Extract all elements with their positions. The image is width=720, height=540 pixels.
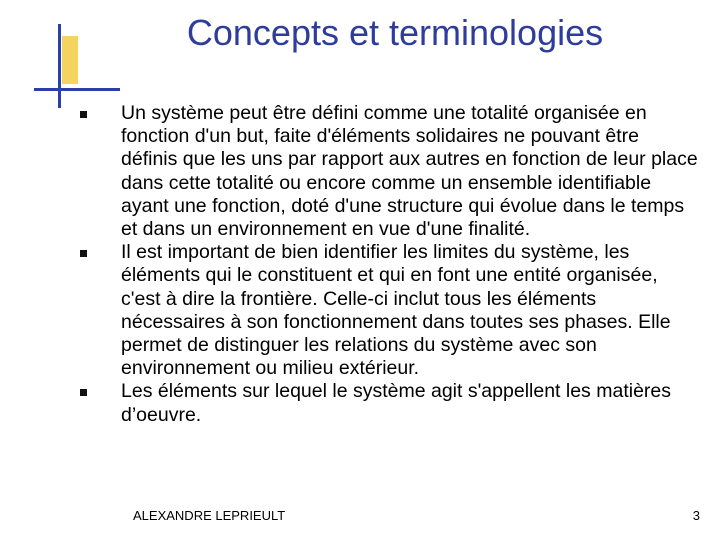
bullet-item <box>80 380 700 426</box>
page-number: 3 <box>692 508 700 523</box>
bullet-marker <box>80 389 87 396</box>
bullet-item <box>80 241 700 380</box>
bullet-marker <box>80 111 87 118</box>
slide-title: Concepts et terminologies <box>186 12 604 53</box>
decorative-horizontal-line <box>34 88 120 91</box>
bullet-item <box>80 102 700 241</box>
decorative-vertical-line <box>58 24 61 108</box>
bullet-text: Un système peut être défini comme une totalité organisée en fonction d'un but, faite d'éléments solidaires ne pouvant être définis que les uns par rapport aux autres en fonction de leur place dans cette totalité ou encore comme un ensemble identifiable ayant une fonction, doté d'une structure qui évolue dans le temps et dans un environnement en vue d'une finalité. <box>121 102 698 241</box>
bullet-marker <box>80 250 87 257</box>
bullet-list <box>80 102 700 427</box>
bullet-text: Il est important de bien identifier les limites du système, les éléments qui le constituent et qui en font une entité organisée, c'est à dire la frontière. Celle-ci inclut tous les éléments nécessaires à son fonctionnement dans toutes ses phases. Elle permet de distinguer les relations du système avec son environnement ou milieu extérieur. <box>121 241 671 380</box>
footer-author: ALEXANDRE LEPRIEULT <box>133 508 286 523</box>
bullet-text: Les éléments sur lequel le système agit s'appellent les matières d’oeuvre. <box>121 380 671 426</box>
decorative-yellow-square <box>62 36 78 84</box>
